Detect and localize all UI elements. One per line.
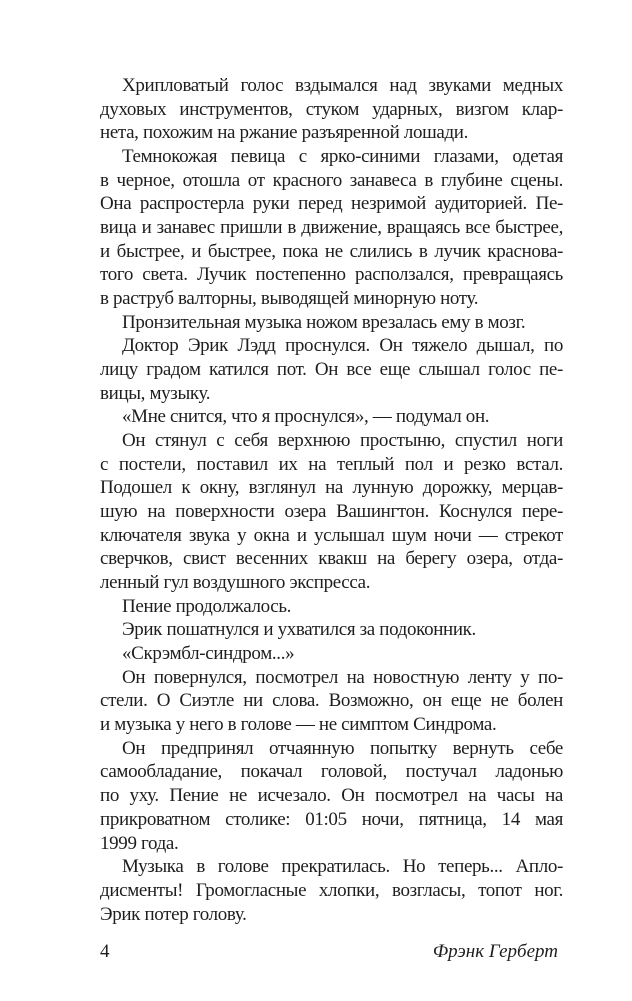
text-line: по уху. Пение не исчезало. Он посмотрел на часы на (100, 785, 563, 807)
paragraph (100, 737, 563, 855)
page-footer (100, 940, 558, 964)
text-line: Он предпринял отчаянную попытку вернуть себе (122, 737, 563, 759)
text-line: самообладание, покачал головой, постучал ладонью (100, 761, 563, 783)
text-line: духовых инструментов, стуком ударных, визгом клар- (100, 98, 563, 120)
paragraph (100, 855, 563, 926)
paragraph (100, 74, 563, 145)
text-line: вица и занавес пришли в движение, вращаясь все быстрее, (100, 217, 563, 239)
text-line: шую на поверхности озера Вашингтон. Коснулся пере- (100, 501, 563, 523)
text-line: и музыка у него в голове — не симптом Синдрома. (100, 714, 497, 736)
text-line: вицы, музыку. (100, 382, 211, 404)
text-line: Он стянул с себя верхнюю простыню, спустил ноги (122, 430, 563, 452)
text-line: с постели, поставил их на теплый пол и резко встал. (100, 453, 563, 475)
paragraph (100, 666, 563, 737)
text-line: Эрик потер голову. (100, 903, 247, 925)
text-line: Он повернулся, посмотрел на новостную ленту у по- (122, 666, 563, 688)
text-line: того света. Лучик постепенно расползался, превращаясь (100, 264, 563, 286)
text-line: Доктор Эрик Лэдд проснулся. Он тяжело дышал, по (122, 335, 563, 357)
paragraph (100, 145, 563, 311)
paragraph (100, 405, 563, 429)
text-line: нета, похожим на ржание разъяренной лошади. (100, 122, 469, 144)
text-line: дисменты! Громогласные хлопки, возгласы, топот ног. (100, 879, 563, 901)
paragraph (100, 334, 563, 405)
text-line: Она распростерла руки перед незримой аудиторией. Пе- (100, 193, 563, 215)
text-line: лицу градом катился пот. Он все еще слышал голос пе- (100, 359, 563, 381)
text-line: «Мне снится, что я проснулся», — подумал он. (122, 406, 490, 428)
text-line: сверчков, свист весенних квакш на берегу озера, отда- (100, 548, 563, 570)
text-line: прикроватном столике: 01:05 ночи, пятница, 14 мая (100, 808, 563, 830)
paragraph (100, 595, 563, 619)
text-line: в черное, отошла от красного занавеса в глубине сцены. (100, 169, 563, 191)
paragraph (100, 311, 563, 335)
text-line: и быстрее, и быстрее, пока не слились в лучик краснова- (100, 240, 563, 262)
text-line: Темнокожая певица с ярко-синими глазами, одетая (122, 146, 563, 168)
text-line: Хрипловатый голос вздымался над звуками медных (122, 75, 563, 96)
text-line: ленный гул воздушного экспресса. (100, 572, 371, 594)
paragraph (100, 642, 563, 666)
page-number: 4 (100, 941, 110, 963)
text-line: Музыка в голове прекратилась. Но теперь... Апло- (122, 856, 563, 878)
text-line: Подошел к окну, взглянул на лунную дорожку, мерцав- (100, 477, 563, 499)
paragraph (100, 618, 563, 642)
text-line: 1999 года. (100, 832, 179, 854)
text-line: Эрик пошатнулся и ухватился за подоконник. (122, 619, 476, 641)
page-wrapper (100, 74, 563, 964)
text-line: в раструб валторны, выводящей минорную ноту. (100, 288, 479, 310)
paragraph (100, 429, 563, 595)
running-footer-author: Фрэнк Герберт (432, 941, 558, 963)
text-line: Пение продолжалось. (122, 595, 292, 617)
text-line: ключателя звука у окна и услышал шум ночи — стрекот (100, 524, 563, 546)
text-line: стели. О Сиэтле ни слова. Возможно, он еще не болен (100, 690, 563, 712)
book-page-text (100, 74, 563, 926)
text-line: «Скрэмбл-синдром...» (122, 643, 295, 665)
text-line: Пронзительная музыка ножом врезалась ему в мозг. (122, 311, 526, 333)
